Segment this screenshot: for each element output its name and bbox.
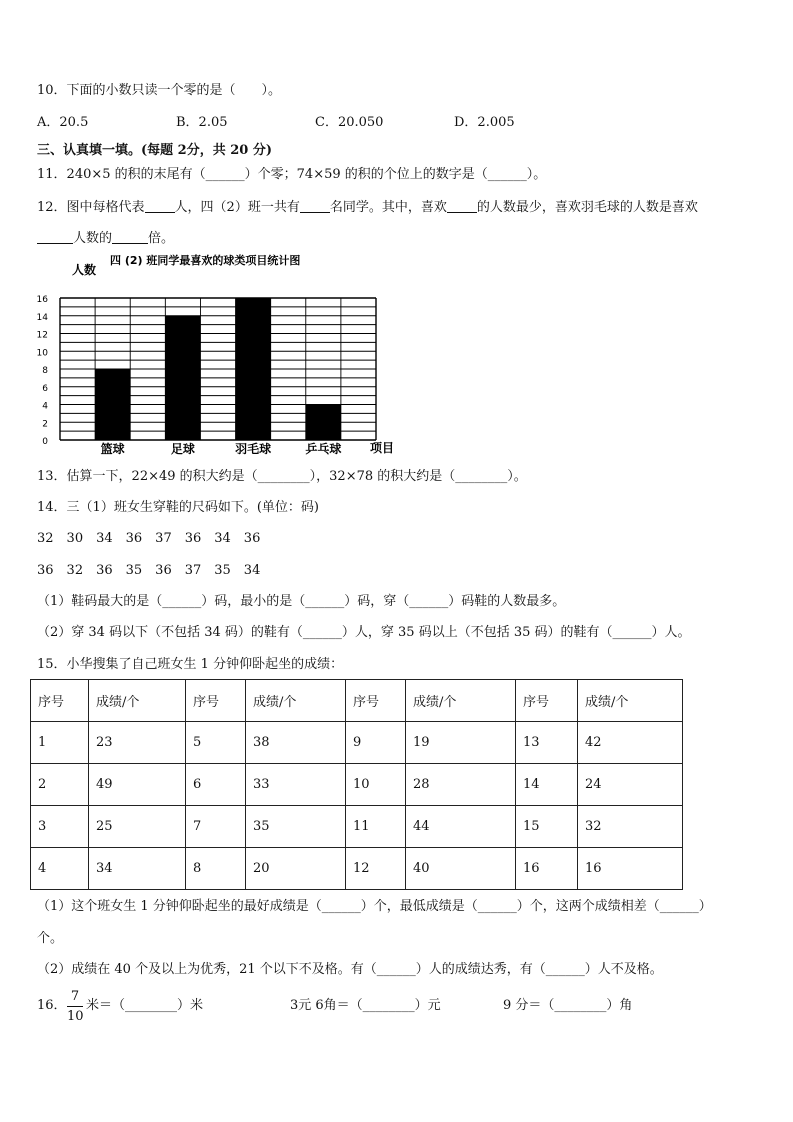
q14-stem: 14．三（1）班女生穿鞋的尺码如下。(单位：码) xyxy=(37,500,319,515)
q15-sub-1-line-1: （1）这个班女生 1 分钟仰卧起坐的最好成绩是（______）个，最低成绩是（______）个，这两个成绩相差（______） xyxy=(37,899,712,914)
chart-ytick-label: 8 xyxy=(42,366,48,376)
q12-blank-2 xyxy=(300,198,330,213)
chart-ytick-label: 4 xyxy=(42,401,48,412)
table-cell: 7 xyxy=(186,806,246,848)
table-cell: 15 xyxy=(516,806,578,848)
q16-fraction-numerator: 7 xyxy=(70,989,80,1004)
table-header-cell: 成绩/个 xyxy=(406,680,516,722)
table-cell: 11 xyxy=(346,806,406,848)
table-cell: 23 xyxy=(89,722,186,764)
table-cell: 25 xyxy=(89,806,186,848)
table-cell: 40 xyxy=(406,848,516,890)
q12-text-b: 人，四（2）班一共有 xyxy=(174,200,300,215)
q16-fraction xyxy=(67,988,83,1025)
table-header-cell: 序号 xyxy=(516,680,578,722)
table-cell: 13 xyxy=(516,722,578,764)
table-header-cell: 成绩/个 xyxy=(89,680,186,722)
scores-table xyxy=(30,679,683,890)
table-cell: 34 xyxy=(89,848,186,890)
table-cell: 16 xyxy=(578,848,683,890)
q16-fraction-denominator: 10 xyxy=(67,1009,84,1024)
chart-title: 四 (2) 班同学最喜欢的球类项目统计图 xyxy=(110,254,301,267)
q12-text-c: 名同学。其中，喜欢 xyxy=(329,200,447,215)
q15-stem: 15．小华搜集了自己班女生 1 分钟仰卧起坐的成绩： xyxy=(37,657,344,672)
chart-bar xyxy=(165,316,200,440)
q16-fraction-bar xyxy=(67,1006,83,1007)
table-cell: 33 xyxy=(246,764,346,806)
table-cell: 14 xyxy=(516,764,578,806)
chart-ytick-label: 12 xyxy=(36,330,48,341)
q10-option-d: D．2.005 xyxy=(454,115,515,130)
chart-ytick-label: 14 xyxy=(36,312,48,323)
table-header-cell: 成绩/个 xyxy=(578,680,683,722)
q10-option-c: C．20.050 xyxy=(315,115,384,130)
q12-text-f: 倍。 xyxy=(148,231,175,246)
table-cell: 28 xyxy=(406,764,516,806)
table-cell: 12 xyxy=(346,848,406,890)
table-cell: 49 xyxy=(89,764,186,806)
q12-blank-5 xyxy=(112,229,148,244)
table-cell: 4 xyxy=(31,848,89,890)
table-cell: 6 xyxy=(186,764,246,806)
table-cell: 38 xyxy=(246,722,346,764)
q13-text: 13．估算一下，22×49 的积大约是（________），32×78 的积大约是（________）。 xyxy=(37,469,527,484)
chart-ytick-label: 16 xyxy=(36,295,48,305)
table-cell: 24 xyxy=(578,764,683,806)
table-cell: 16 xyxy=(516,848,578,890)
table-row xyxy=(31,806,683,848)
q10-option-b: B．2.05 xyxy=(176,115,228,130)
chart-category-label: 足球 xyxy=(170,442,195,456)
q14-sizes-row-1: 32 30 34 36 37 36 34 36 xyxy=(37,531,261,546)
table-header-cell: 序号 xyxy=(31,680,89,722)
chart-ytick-label: 10 xyxy=(36,348,48,359)
q12-text-d: 的人数最少，喜欢羽毛球的人数是喜欢 xyxy=(476,200,698,215)
q16-part-1: 米＝（________）米 xyxy=(86,998,204,1013)
table-row xyxy=(31,722,683,764)
q16-part-3: 9 分＝（________）角 xyxy=(503,998,633,1013)
chart-ytick-label: 6 xyxy=(42,383,48,394)
chart-ytick-label: 2 xyxy=(42,419,48,430)
table-cell: 8 xyxy=(186,848,246,890)
q14-sizes-row-2: 36 32 36 35 36 37 35 34 xyxy=(37,563,261,578)
chart-bar xyxy=(306,405,341,441)
table-header-row xyxy=(31,680,683,722)
table-row xyxy=(31,764,683,806)
chart-category-label: 乒乓球 xyxy=(305,442,342,456)
table-cell: 35 xyxy=(246,806,346,848)
chart-bar xyxy=(95,369,130,440)
q14-sub-2: （2）穿 34 码以下（不包括 34 码）的鞋有（______）人，穿 35 码以上（不包括 35 码）的鞋有（______）人。 xyxy=(37,625,691,640)
chart-ylabel: 人数 xyxy=(72,263,97,277)
table-cell: 9 xyxy=(346,722,406,764)
table-cell: 1 xyxy=(31,722,89,764)
q12-blank-1 xyxy=(145,198,175,213)
q12-line-2 xyxy=(37,229,174,248)
q15-sub-2: （2）成绩在 40 个及以上为优秀，21 个以下不及格。有（______）人的成绩达秀，有（______）人不及格。 xyxy=(37,962,663,977)
table-cell: 19 xyxy=(406,722,516,764)
q12-blank-4 xyxy=(37,229,73,244)
table-cell: 20 xyxy=(246,848,346,890)
q15-sub-1-line-2: 个。 xyxy=(37,931,64,946)
q12-line-1 xyxy=(37,198,698,217)
table-header-cell: 成绩/个 xyxy=(246,680,346,722)
q16-number: 16． xyxy=(37,998,67,1013)
ball-games-bar-chart xyxy=(30,250,410,460)
table-cell: 5 xyxy=(186,722,246,764)
table-cell: 44 xyxy=(406,806,516,848)
q12-text-e: 人数的 xyxy=(73,231,113,246)
table-header-cell: 序号 xyxy=(346,680,406,722)
table-cell: 3 xyxy=(31,806,89,848)
section-3-title: 三、认真填一填。(每题 2分，共 20 分) xyxy=(37,143,273,158)
q12-blank-3 xyxy=(447,198,477,213)
chart-ytick-label: 0 xyxy=(42,437,48,447)
table-cell: 42 xyxy=(578,722,683,764)
chart-xlabel: 项目 xyxy=(370,441,395,455)
q12-text-a: 12．图中每格代表 xyxy=(37,200,145,215)
table-cell: 10 xyxy=(346,764,406,806)
q16-part-2: 3元 6角＝（________）元 xyxy=(290,998,441,1013)
table-cell: 2 xyxy=(31,764,89,806)
q11-text: 11．240×5 的积的末尾有（______）个零；74×59 的积的个位上的数字是（______）。 xyxy=(37,167,547,182)
q14-sub-1: （1）鞋码最大的是（______）码，最小的是（______）码，穿（______）码鞋的人数最多。 xyxy=(37,594,566,609)
table-header-cell: 序号 xyxy=(186,680,246,722)
q10-stem: 10．下面的小数只读一个零的是（ ）。 xyxy=(37,83,282,98)
q10-option-a: A．20.5 xyxy=(37,115,89,130)
table-row xyxy=(31,848,683,890)
table-cell: 32 xyxy=(578,806,683,848)
chart-bar xyxy=(236,298,271,440)
chart-category-label: 篮球 xyxy=(100,442,125,456)
chart-category-label: 羽毛球 xyxy=(235,442,272,456)
